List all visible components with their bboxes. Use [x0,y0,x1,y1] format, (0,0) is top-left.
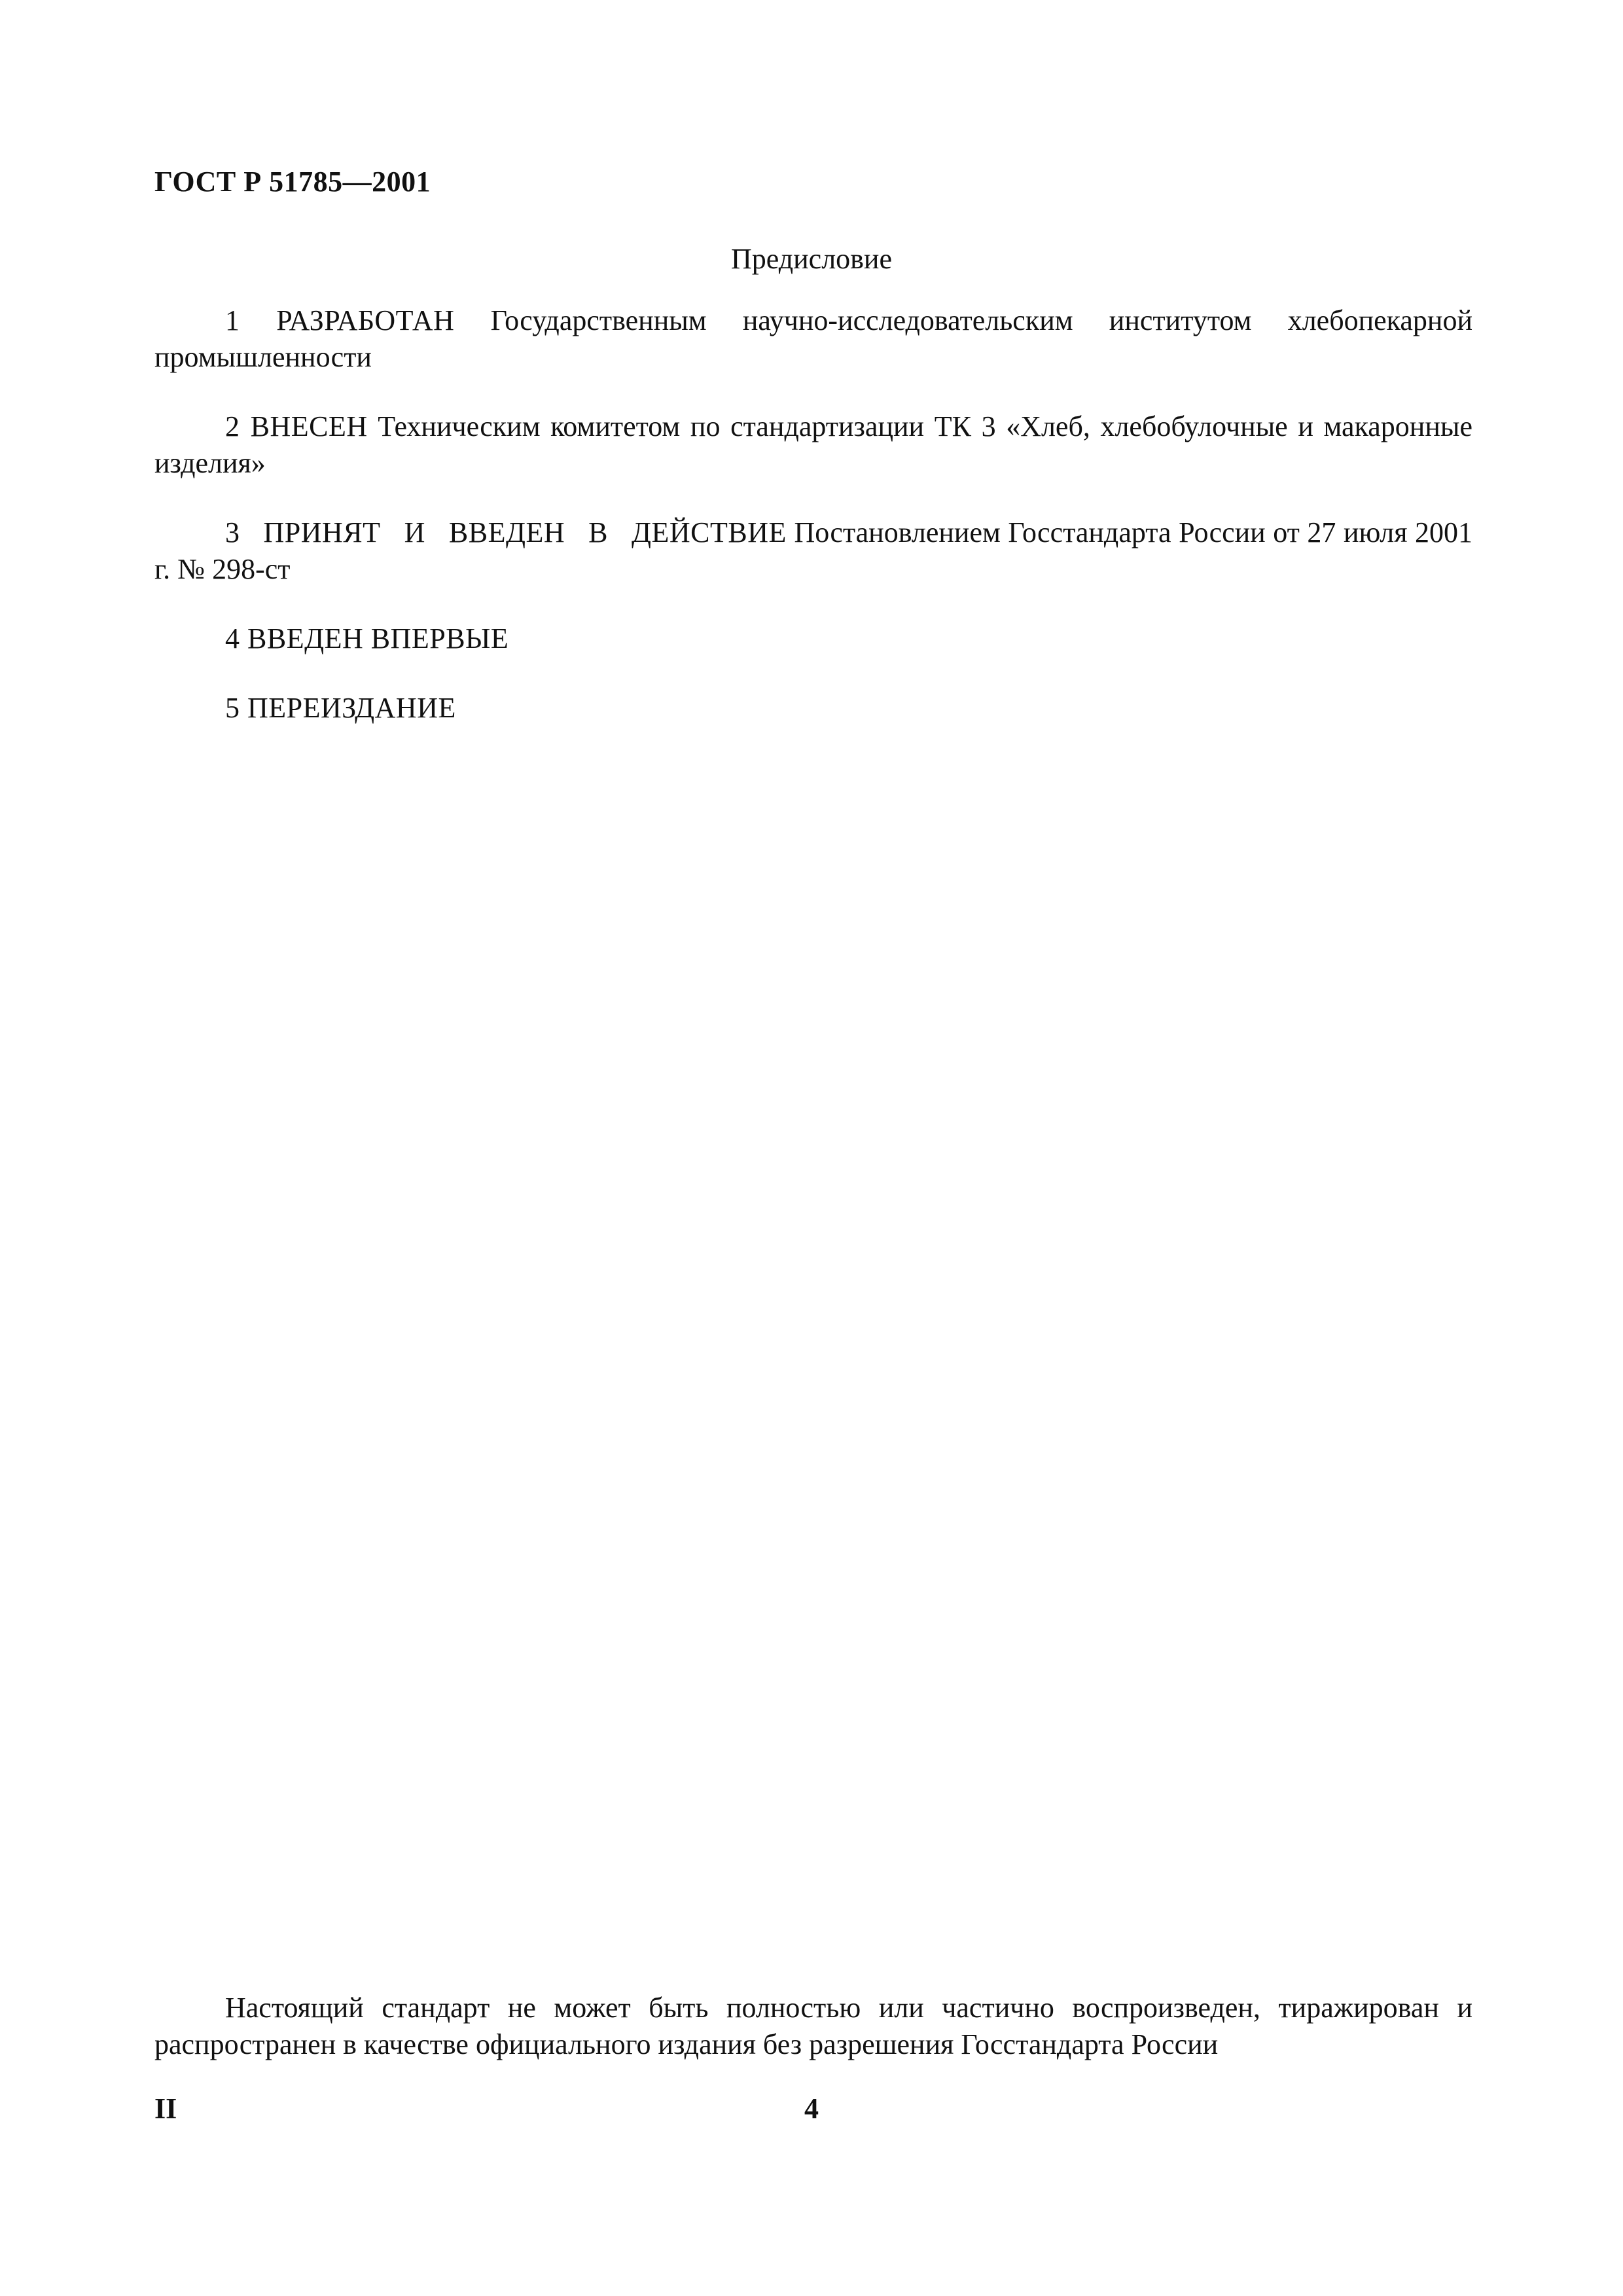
foreword-item-lead: 4 ВВЕДЕН ВПЕРВЫЕ [225,622,509,655]
foreword-body [154,302,1472,759]
document-code: ГОСТ Р 51785—2001 [154,166,431,198]
foreword-item-lead: 1 РАЗРАБОТАН [225,304,455,336]
foreword-item-3 [154,514,1472,588]
roman-page-number: II [154,2092,177,2125]
foreword-item-text: Государственным научно-исследовательским институтом хлебопекарной промышленности [154,304,1472,373]
foreword-item-1 [154,302,1472,376]
foreword-item-2 [154,408,1472,482]
foreword-item-lead: 3 ПРИНЯТ И ВВЕДЕН В ДЕЙСТВИЕ [225,516,787,548]
foreword-item-lead: 2 ВНЕСЕН [225,410,368,442]
foreword-item-lead: 5 ПЕРЕИЗДАНИЕ [225,692,456,724]
foreword-item-text: Техническим комитетом по стандартизации ТК 3 «Хлеб, хлебобулочные и макаронные изделия» [154,410,1472,479]
page-number: 4 [804,2092,819,2125]
section-title: Предисловие [731,243,892,275]
copyright-notice: Настоящий стандарт не может быть полностью или частично воспроизведен, тиражирован и распространен в качестве официального издания без разрешения Госстандарта России [154,1992,1472,2060]
foreword-item-5 [154,690,1472,726]
foreword-item-4 [154,620,1472,657]
foreword-item-text: Постановлением Госстандарта России от 27 июля 2001 г. № 298-ст [154,516,1472,585]
